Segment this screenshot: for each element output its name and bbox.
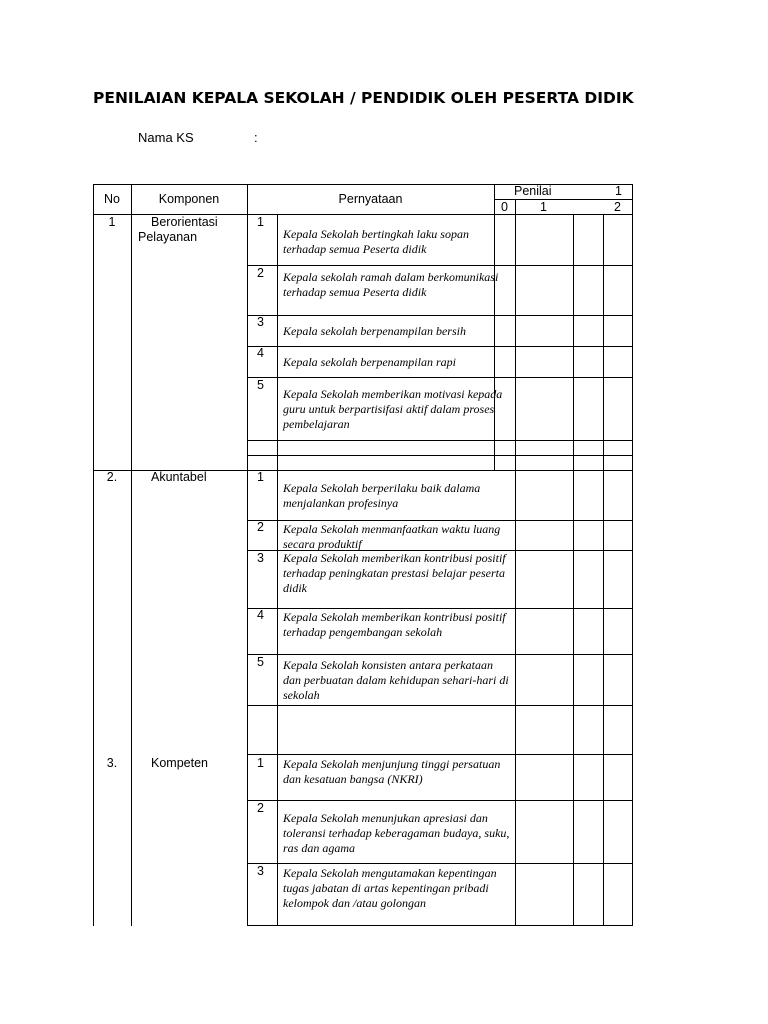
statement-text: Kepala Sekolah menjunjung tinggi persatuan dan kesatuan bangsa (NKRI)	[283, 757, 501, 786]
statement-text: Kepala Sekolah menunjukan apresiasi dan toleransi terhadap keberagaman budaya, suku, ras dan agama	[283, 811, 510, 855]
header-penilai: Penilai	[514, 184, 552, 198]
header-no: No	[104, 192, 120, 206]
no-column-divider	[131, 184, 132, 926]
score-0-divider-bottom	[515, 470, 516, 926]
komponen-column-divider	[247, 184, 248, 926]
row-divider	[247, 455, 633, 456]
section-2-komponen: Akuntabel	[151, 470, 207, 484]
page-title: PENILAIAN KEPALA SEKOLAH / PENDIDIK OLEH PESERTA DIDIK	[93, 89, 634, 107]
section-3-komponen: Kompeten	[151, 756, 208, 770]
row-divider	[247, 440, 633, 441]
section-1-komponen: Berorientasi	[151, 215, 218, 229]
statement-text: Kepala sekolah berpenampilan rapi	[283, 355, 456, 369]
item-number: 3	[257, 864, 264, 878]
row-divider	[247, 800, 633, 801]
item-number: 4	[257, 608, 264, 622]
item-number: 4	[257, 346, 264, 360]
score-2-divider	[603, 214, 604, 926]
statement-text: Kepala Sekolah konsisten antara perkataan dan perbuatan dalam kehidupan sehari-hari di sekolah	[283, 658, 509, 702]
table-bottom-border	[247, 925, 633, 926]
nama-ks-colon: :	[254, 130, 258, 145]
section-1-komponen-cont: Pelayanan	[138, 230, 198, 244]
statement-text: Kepala Sekolah menmanfaatkan waktu luang secara produktif	[283, 522, 501, 551]
header-komponen: Komponen	[158, 192, 220, 206]
header-score-2: 2	[614, 200, 621, 214]
row-divider	[247, 265, 633, 266]
statement-text: Kepala sekolah berpenampilan bersih	[283, 324, 466, 338]
item-number: 5	[257, 655, 264, 669]
item-number: 2	[257, 520, 264, 534]
statement-text: Kepala Sekolah memberikan kontribusi positif terhadap peningkatan prestasi belajar peserta didik	[283, 551, 506, 595]
item-number: 1	[257, 470, 264, 484]
table-left-border	[93, 184, 94, 926]
header-penilai-number: 1	[615, 184, 622, 198]
item-number: 1	[257, 756, 264, 770]
header-score-0: 0	[501, 200, 508, 214]
section-1-no: 1	[108, 215, 116, 229]
table-right-border	[632, 184, 633, 926]
statement-text: Kepala Sekolah mengutamakan kepentingan tugas jabatan di artas kepentingan pribadi kelompok dan /atau golongan	[283, 866, 497, 910]
row-divider	[247, 520, 633, 521]
statement-text: Kepala sekolah ramah dalam berkomunikasi terhadap semua Peserta didik	[283, 270, 499, 299]
statement-text: Kepala Sekolah bertingkah laku sopan terhadap semua Peserta didik	[283, 227, 469, 256]
section-divider	[247, 754, 633, 755]
item-number-divider	[277, 214, 278, 926]
table-top-border	[93, 184, 633, 185]
row-divider	[247, 377, 633, 378]
item-number: 5	[257, 378, 264, 392]
row-divider	[247, 346, 633, 347]
row-divider	[247, 608, 633, 609]
row-divider	[247, 705, 633, 706]
row-divider	[247, 654, 633, 655]
item-number: 3	[257, 551, 264, 565]
row-divider	[247, 315, 633, 316]
item-number: 3	[257, 315, 264, 329]
statement-text: Kepala Sekolah memberikan kontribusi positif terhadap pengembangan sekolah	[283, 610, 506, 639]
header-score-1: 1	[540, 200, 547, 214]
item-number: 2	[257, 801, 264, 815]
row-divider	[247, 863, 633, 864]
score-1-divider	[573, 214, 574, 926]
statement-text: Kepala Sekolah berperilaku baik dalama menjalankan profesinya	[283, 481, 481, 510]
section-2-no: 2.	[106, 470, 118, 484]
header-pernyataan: Pernyataan	[338, 192, 403, 206]
nama-ks-label: Nama KS	[138, 130, 194, 145]
score-0-divider-top	[515, 199, 516, 471]
item-number: 2	[257, 266, 264, 280]
statement-text: Kepala Sekolah memberikan motivasi kepada guru untuk berpartisifasi aktif dalam proses pembelajaran	[283, 387, 503, 431]
section-3-no: 3.	[106, 756, 118, 770]
item-number: 1	[257, 215, 264, 229]
